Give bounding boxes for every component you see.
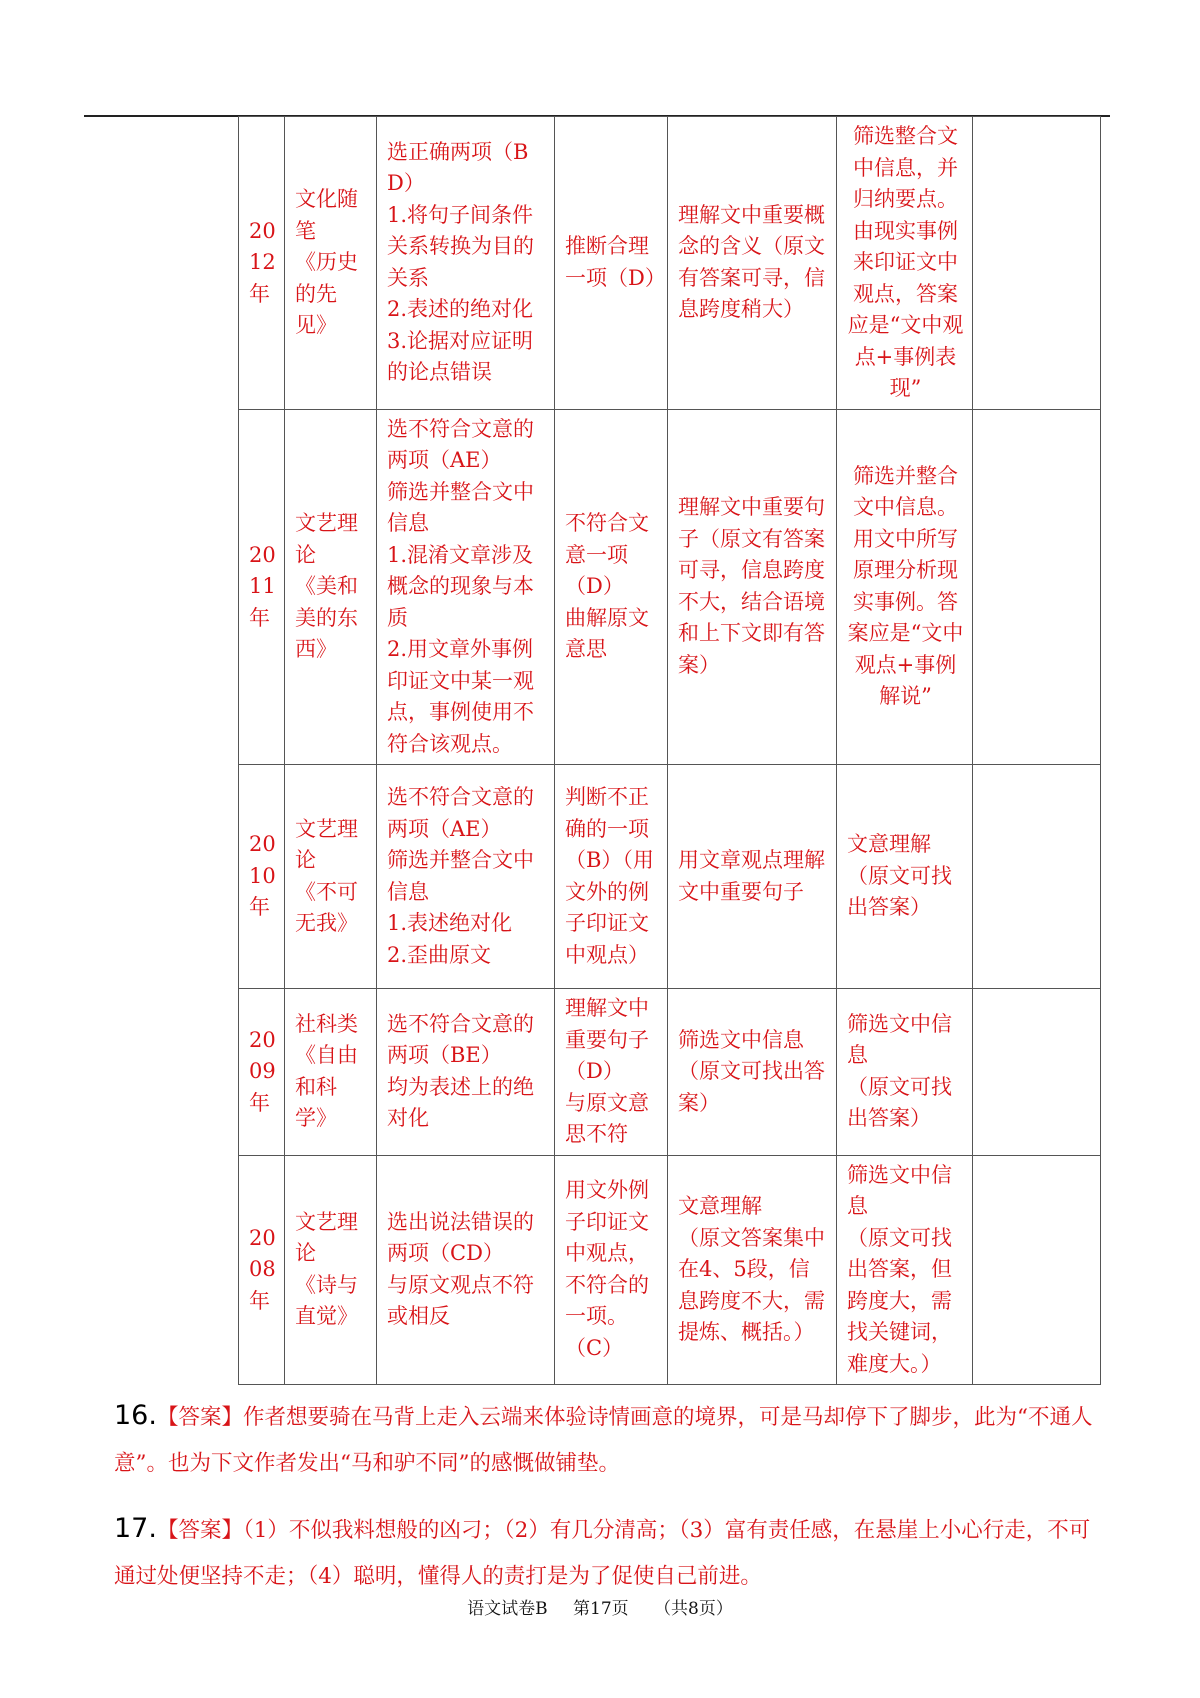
- question4-cell: 筛选文中信息 （原文可找出答案，但跨度大，需找关键词，难度大。）: [837, 1155, 973, 1385]
- question1-cell: 选不符合文意的两项（AE） 筛选并整合文中信息 1.表述绝对化 2.歪曲原文: [377, 765, 555, 989]
- year-cell: 20 10 年: [239, 765, 285, 989]
- question1-cell: 选不符合文意的两项（BE） 均为表述上的绝对化: [377, 989, 555, 1156]
- genre-cell: 文化随 笔 《历史 的先 见》: [285, 117, 377, 410]
- question4-cell: 筛选并整合文中信息。用文中所写原理分析现实事例。答案应是“文中观点+事例解说”: [837, 409, 973, 765]
- question-number: 16.: [114, 1400, 157, 1431]
- footer-paper-name: 语文试卷B: [467, 1599, 548, 1619]
- answer-tag: 【答案】: [156, 1405, 243, 1430]
- question4-cell: 文意理解 （原文可找出答案）: [837, 765, 973, 989]
- question2-cell: 用文外例子印证文中观点，不符合的一项。（C）: [555, 1155, 668, 1385]
- genre-cell: 文艺理 论 《美和 美的东 西》: [285, 409, 377, 765]
- genre-cell: 社科类 《自由 和科 学》: [285, 989, 377, 1156]
- table-row: [239, 1155, 1101, 1385]
- question-number: 17.: [114, 1513, 157, 1544]
- table-row: [239, 409, 1101, 765]
- question2-cell: 理解文中重要句子（D） 与原文意思不符: [555, 989, 668, 1156]
- answer-17: [114, 1506, 1104, 1600]
- table-row: [239, 989, 1101, 1156]
- exam-analysis-table: [238, 116, 1101, 1385]
- year-cell: 20 11 年: [239, 409, 285, 765]
- genre-cell: 文艺理 论 《诗与 直觉》: [285, 1155, 377, 1385]
- question1-cell: 选出说法错误的两项（CD） 与原文观点不符或相反: [377, 1155, 555, 1385]
- question1-cell: 选正确两项（BD） 1.将句子间条件关系转换为目的关系 2.表述的绝对化 3.论据对应证明的论点错误: [377, 117, 555, 410]
- year-cell: 20 09 年: [239, 989, 285, 1156]
- answer-text: 作者想要骑在马背上走入云端来体验诗情画意的境界，可是马却停下了脚步，此为“不通人意”。也为下文作者发出“马和驴不同”的感慨做铺垫。: [114, 1405, 1093, 1476]
- empty-cell: [973, 409, 1101, 765]
- answer-text: （1）不似我料想般的凶刁；（2）有几分清高；（3）富有责任感，在悬崖上小心行走，不可通过处便坚持不走；（4）聪明，懂得人的责打是为了促使自己前进。: [114, 1518, 1091, 1589]
- page-footer: [0, 1594, 1200, 1619]
- question3-cell: 理解文中重要句子（原文有答案可寻，信息跨度不大，结合语境和上下文即有答案）: [668, 409, 837, 765]
- question3-cell: 筛选文中信息 （原文可找出答案）: [668, 989, 837, 1156]
- question2-cell: 不符合文意一项（D） 曲解原文意思: [555, 409, 668, 765]
- table-row: [239, 765, 1101, 989]
- question4-cell: 筛选文中信息 （原文可找出答案）: [837, 989, 973, 1156]
- question2-cell: 推断合理一项（D）: [555, 117, 668, 410]
- year-cell: 20 08 年: [239, 1155, 285, 1385]
- genre-cell: 文艺理 论 《不可 无我》: [285, 765, 377, 989]
- question2-cell: 判断不正确的一项（B）（用文外的例子印证文中观点）: [555, 765, 668, 989]
- empty-cell: [973, 117, 1101, 410]
- question4-cell: 筛选整合文中信息，并归纳要点。由现实事例来印证文中观点，答案应是“文中观点+事例表现”: [837, 117, 973, 410]
- question1-cell: 选不符合文意的两项（AE） 筛选并整合文中信息 1.混淆文章涉及概念的现象与本质 2.用文章外事例印证文中某一观点，事例使用不符合该观点。: [377, 409, 555, 765]
- question3-cell: 理解文中重要概念的含义（原文有答案可寻，信息跨度稍大）: [668, 117, 837, 410]
- year-cell: 20 12 年: [239, 117, 285, 410]
- question3-cell: 用文章观点理解文中重要句子: [668, 765, 837, 989]
- answer-16: [114, 1393, 1104, 1487]
- empty-cell: [973, 1155, 1101, 1385]
- table-row: [239, 117, 1101, 410]
- question3-cell: 文意理解 （原文答案集中在4、5段，信息跨度不大，需提炼、概括。）: [668, 1155, 837, 1385]
- empty-cell: [973, 765, 1101, 989]
- footer-total-pages: （共8页）: [654, 1599, 733, 1619]
- footer-page-number: 第17页: [573, 1599, 629, 1619]
- answer-tag: 【答案】: [156, 1518, 243, 1543]
- empty-cell: [973, 989, 1101, 1156]
